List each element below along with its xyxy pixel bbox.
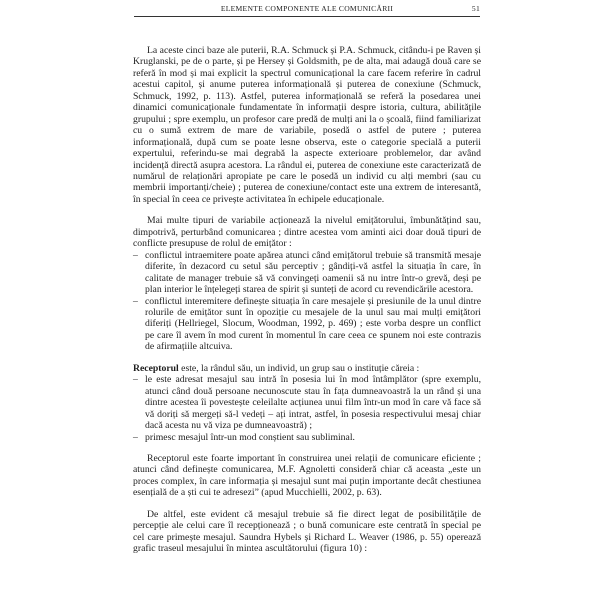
list-item-intraemission: – conflictul intraemitere poate apărea atunci când emițătorul trebuie să transmită mesaje diferite, în dezacord cu setul său perceptiv ; gândiți-vă astfel la situația în care, în calitate de manager trebuie să vă convingeți oamenii să nu intre într-o grevă, deși pe plan interior le înțelegeți starea de spirit și sunteți de acord cu revendicările acestora. bbox=[133, 250, 481, 296]
header-title: ELEMENTE COMPONENTE ALE COMUNICĂRII bbox=[220, 4, 394, 13]
paragraph-message-path: De altfel, este evident că mesajul trebuie să fie direct legat de posibilitățile de percepție ale celui care îl recepționează ; o bună comunicare este centrată în special pe cel care primește mesajul. Saundra Hybels și Richard L. Weaver (1986, p. 55) operează grafic traseul mesajului în mintea ascultătorului (figura 10) : bbox=[133, 508, 481, 555]
list-item-addressed-message: – le este adresat mesajul sau intră în posesia lui în mod întâmplător (spre exemplu, atunci când două persoane necunoscute stau în fața dumneavoastră la un rând și una dintre acestea îi povestește celeilalte acțiunea unui film într-un mod în care vă face să vă doriți să mergeți să-l vedeți – ați intrat, astfel, în posesia respectivului mesaj chiar dacă acesta nu vă viza pe dumneavoastră) ; bbox=[133, 374, 481, 431]
paragraph-power-bases: La aceste cinci baze ale puterii, R.A. Schmuck și P.A. Schmuck, citându-i pe Raven și Kruglanski, pe de o parte, și pe Hersey și Goldsmith, pe de alta, mai adaugă două care se referă în mod și mai explicit la spectrul comunicațional la care facem referire în cadrul acestui capitol, și anume puterea informațională și puterea de conexiune (Schmuck, Schmuck, 1992, p. 113). Astfel, puterea informațională se referă la posedarea unei dinamici comunicaționale fundamentate în informații despre istoria, cultura, abilitățile grupului ; spre exemplu, un profesor care predă de mulți ani la o școală, fiind familiarizat cu o sumă extrem de mare de variabile, posedă o astfel de putere ; puterea informațională, după cum se poate lesne observa, este o categorie specială a puterii expertului, referindu-se mai degrabă la aspecte exterioare problemelor, dar având incidență directă asupra acestora. La rândul ei, puterea de conexiune este caracterizată de numărul de relaționări apropiate pe care le posedă un individ cu alți membri (sau cu membrii importanți/cheie) ; puterea de conexiune/contact este una extrem de interesantă, în special în ceea ce privește activitatea în echipele educaționale. bbox=[133, 45, 481, 205]
paragraph-receptor-definition bbox=[133, 363, 481, 374]
list-item-conscious-reception: – primesc mesajul într-un mod conștient sau subliminal. bbox=[133, 432, 481, 443]
list-item-interemission: – conflictul interemitere definește situația în care mesajele și presiunile de la unul dintre rolurile de emițător sunt în opoziție cu mesajele de la unul sau mai mulți emițători diferiți (Hellriegel, Slocum, Woodman, 1992, p. 469) ; este vorba despre un conflict pe care îl avem în mod curent în momentul în care ceea ce spunem noi este contrazis de afirmațiile altcuiva. bbox=[133, 296, 481, 353]
page-number: 51 bbox=[471, 4, 480, 13]
page-body bbox=[133, 45, 481, 555]
running-header bbox=[134, 2, 480, 17]
receptor-list bbox=[133, 374, 481, 443]
receptor-term: Receptorul bbox=[133, 362, 179, 374]
receptor-intro: este, la rândul său, un individ, un grup sau o instituție căreia : bbox=[181, 362, 420, 374]
emitter-conflict-list bbox=[133, 250, 481, 353]
paragraph-emitter-variables: Mai multe tipuri de variabile acționează la nivelul emițătorului, îmbunătățind sau, dimpotrivă, perturbând comunicarea ; dintre acestea vom aminti aici doar două tipuri de conflicte presupuse de rolul de emițător : bbox=[133, 215, 481, 250]
paragraph-receptor-importance: Receptorul este foarte important în construirea unei relații de comunicare eficiente ; atunci când definește comunicarea, M.F. Agnoletti consideră chiar că aceasta „este un proces complex, în care informația și mesajul sunt mai puțin importante decât chestiunea esențială de a ști cui te adresezi” (apud Mucchielli, 2002, p. 63). bbox=[133, 452, 481, 499]
